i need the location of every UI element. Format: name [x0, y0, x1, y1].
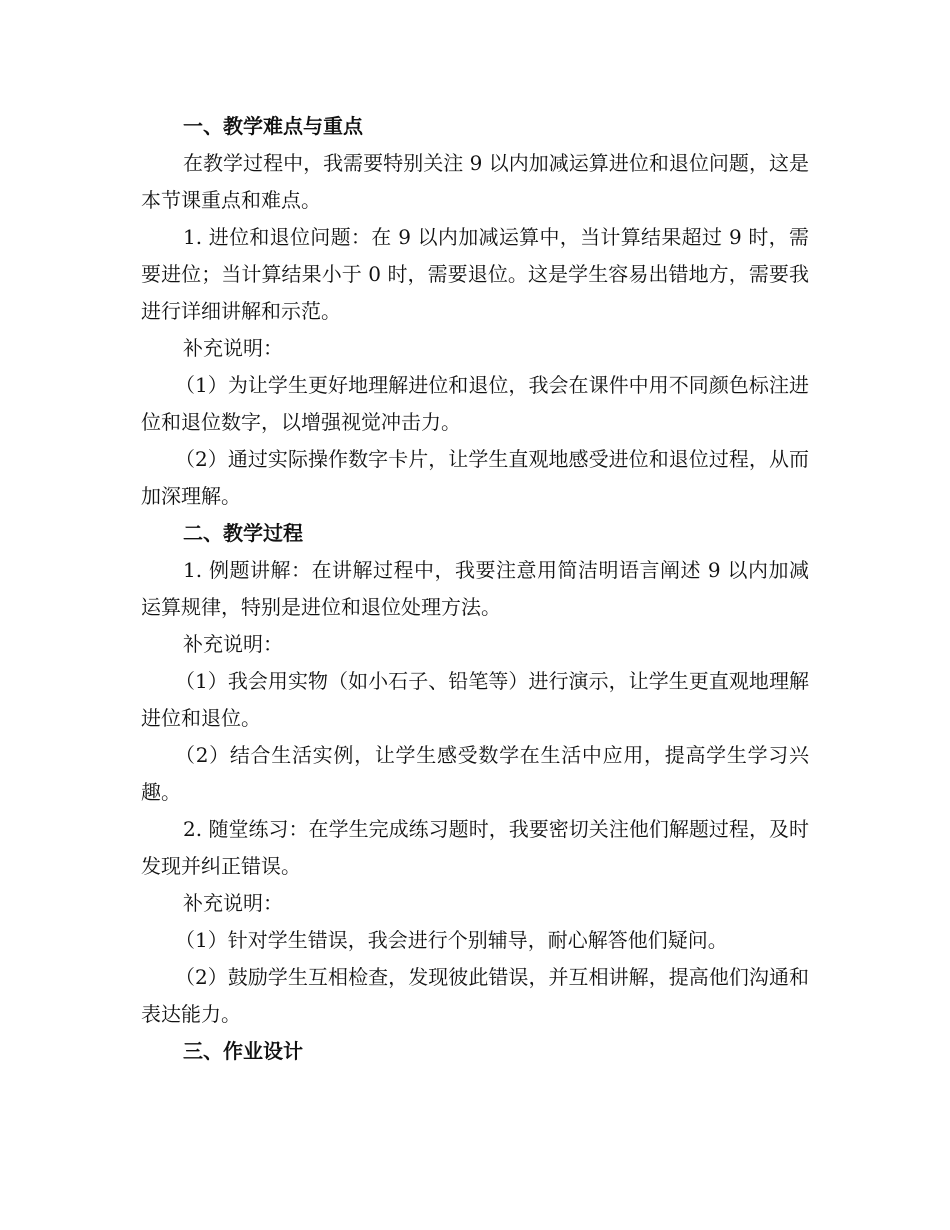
paragraph-carry-borrow: 1. 进位和退位问题：在 9 以内加减运算中，当计算结果超过 9 时，需要进位；当计算结果小于 0 时，需要退位。这是学生容易出错地方，需要我进行详细讲解和示范。: [141, 225, 809, 323]
section-heading-process: 二、教学过程: [183, 521, 303, 545]
supplement-item: （2）结合生活实例，让学生感受数学在生活中应用，提高学生学习兴趣。: [141, 743, 809, 804]
supplement-item: （1）为让学生更好地理解进位和退位，我会在课件中用不同颜色标注进位和退位数字，以增强视觉冲击力。: [141, 373, 809, 434]
section-heading-homework: 三、作业设计: [183, 1039, 303, 1063]
supplement-item: （2）鼓励学生互相检查，发现彼此错误，并互相讲解，提高他们沟通和表达能力。: [141, 965, 809, 1026]
document-body: [141, 108, 809, 1070]
paragraph-practice: 2. 随堂练习：在学生完成练习题时，我要密切关注他们解题过程，及时发现并纠正错误。: [141, 817, 809, 878]
paragraph-intro: 在教学过程中，我需要特别关注 9 以内加减运算进位和退位问题，这是本节课重点和难点。: [141, 151, 809, 212]
supplement-item: （2）通过实际操作数字卡片，让学生直观地感受进位和退位过程，从而加深理解。: [141, 447, 809, 508]
section-heading-difficulties: 一、教学难点与重点: [183, 114, 363, 138]
paragraph-supplement-label: 补充说明：: [183, 336, 283, 360]
supplement-item: （1）我会用实物（如小石子、铅笔等）进行演示，让学生更直观地理解进位和退位。: [141, 669, 809, 730]
paragraph-example: 1. 例题讲解：在讲解过程中，我要注意用简洁明语言阐述 9 以内加减运算规律，特别是进位和退位处理方法。: [141, 558, 809, 619]
paragraph-supplement-label: 补充说明：: [183, 891, 283, 915]
supplement-item: （1）针对学生错误，我会进行个别辅导，耐心解答他们疑问。: [175, 928, 728, 952]
paragraph-supplement-label: 补充说明：: [183, 632, 283, 656]
